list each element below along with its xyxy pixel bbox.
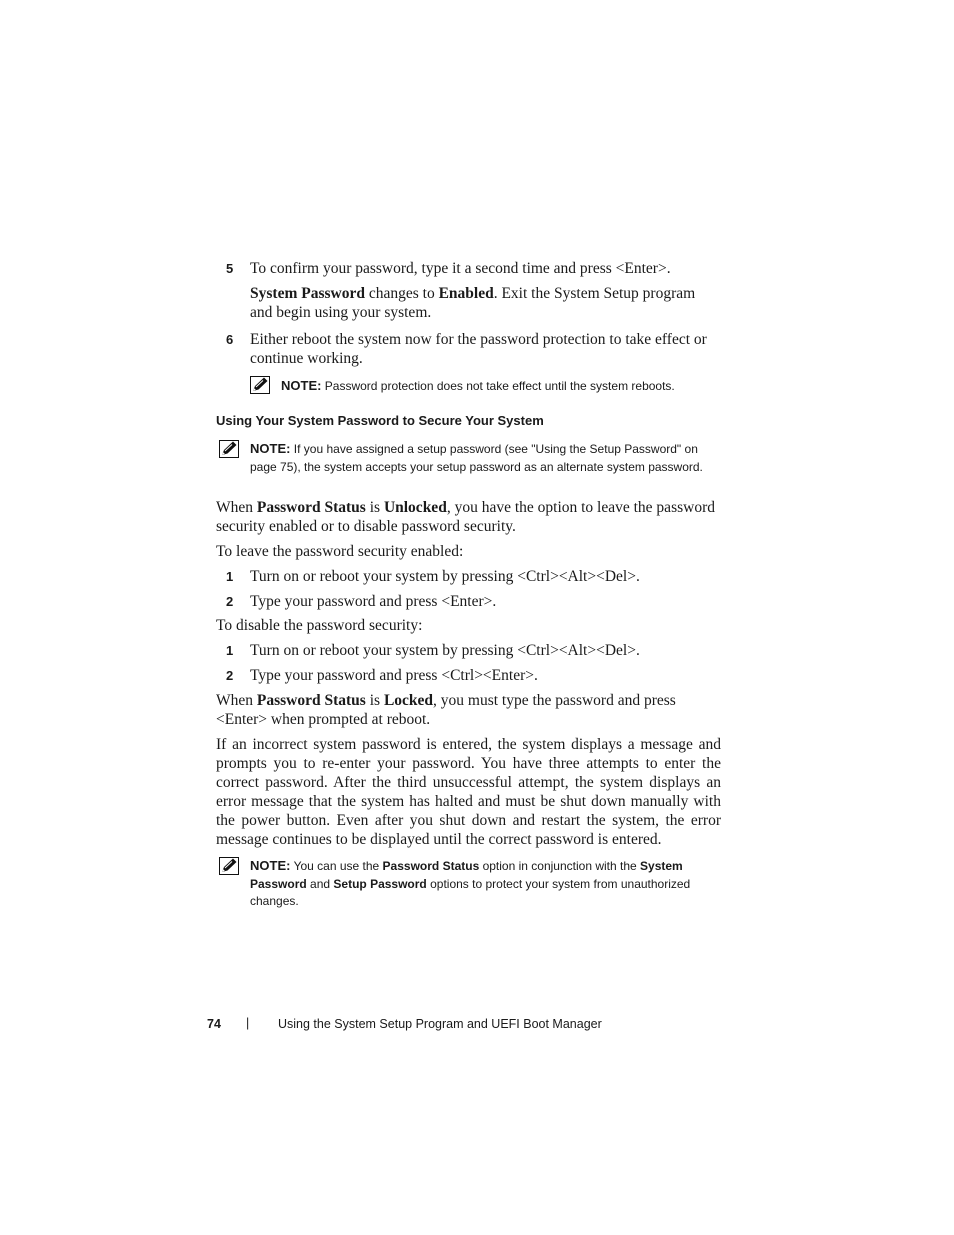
page-number: 74 <box>207 1017 221 1031</box>
note-pencil-icon <box>219 857 239 875</box>
paragraph: If an incorrect system password is entered, the system displays a message and prompts you to re-enter your password. You have three attempts to enter the correct password. After the third unsuccessful attempt, the system displays an error message that the system has halted and must be shut down manually with the power button. Even after you shut down and restart the system, the error message continues to be displayed until the correct password is entered. <box>216 736 721 848</box>
step-text: Either reboot the system now for the password protection to take effect or continue working. <box>250 331 707 367</box>
footer-title: Using the System Setup Program and UEFI Boot Manager <box>278 1017 602 1031</box>
step-text: Type your password and press <Ctrl><Enter>. <box>250 667 538 684</box>
step-text: Turn on or reboot your system by pressing <Ctrl><Alt><Del>. <box>250 642 640 659</box>
paragraph: When Password Status is Locked, you must type the password and press <Enter> when prompted at reboot. <box>216 692 676 728</box>
step-number: 2 <box>226 668 234 683</box>
step-number: 1 <box>226 569 234 584</box>
paragraph: When Password Status is Unlocked, you have the option to leave the password security enabled or to disable password security. <box>216 499 715 535</box>
step-number: 2 <box>226 594 234 609</box>
step-text: To confirm your password, type it a second time and press <Enter>. <box>250 260 671 277</box>
step-number: 1 <box>226 643 234 658</box>
step-text: Turn on or reboot your system by pressing <Ctrl><Alt><Del>. <box>250 568 640 585</box>
paragraph: To disable the password security: <box>216 617 423 634</box>
note-pencil-icon <box>219 440 239 458</box>
step-number: 6 <box>226 332 234 347</box>
footer-separator: | <box>246 1016 250 1030</box>
note-text: NOTE: You can use the Password Status option in conjunction with the System Password and Setup Password options to protect your system from unauthorized changes. <box>250 858 691 908</box>
step-detail: System Password changes to Enabled. Exit the System Setup program and begin using your system. <box>250 285 696 321</box>
section-heading: Using Your System Password to Secure Your System <box>216 413 544 428</box>
paragraph: To leave the password security enabled: <box>216 543 464 560</box>
step-text: Type your password and press <Enter>. <box>250 593 497 610</box>
note-text: NOTE: If you have assigned a setup password (see "Using the Setup Password" on page 75), the system accepts your setup password as an alternate system password. <box>250 441 703 474</box>
note-pencil-icon <box>250 376 270 394</box>
step-number: 5 <box>226 261 234 276</box>
note-text: NOTE: Password protection does not take effect until the system reboots. <box>281 378 675 393</box>
